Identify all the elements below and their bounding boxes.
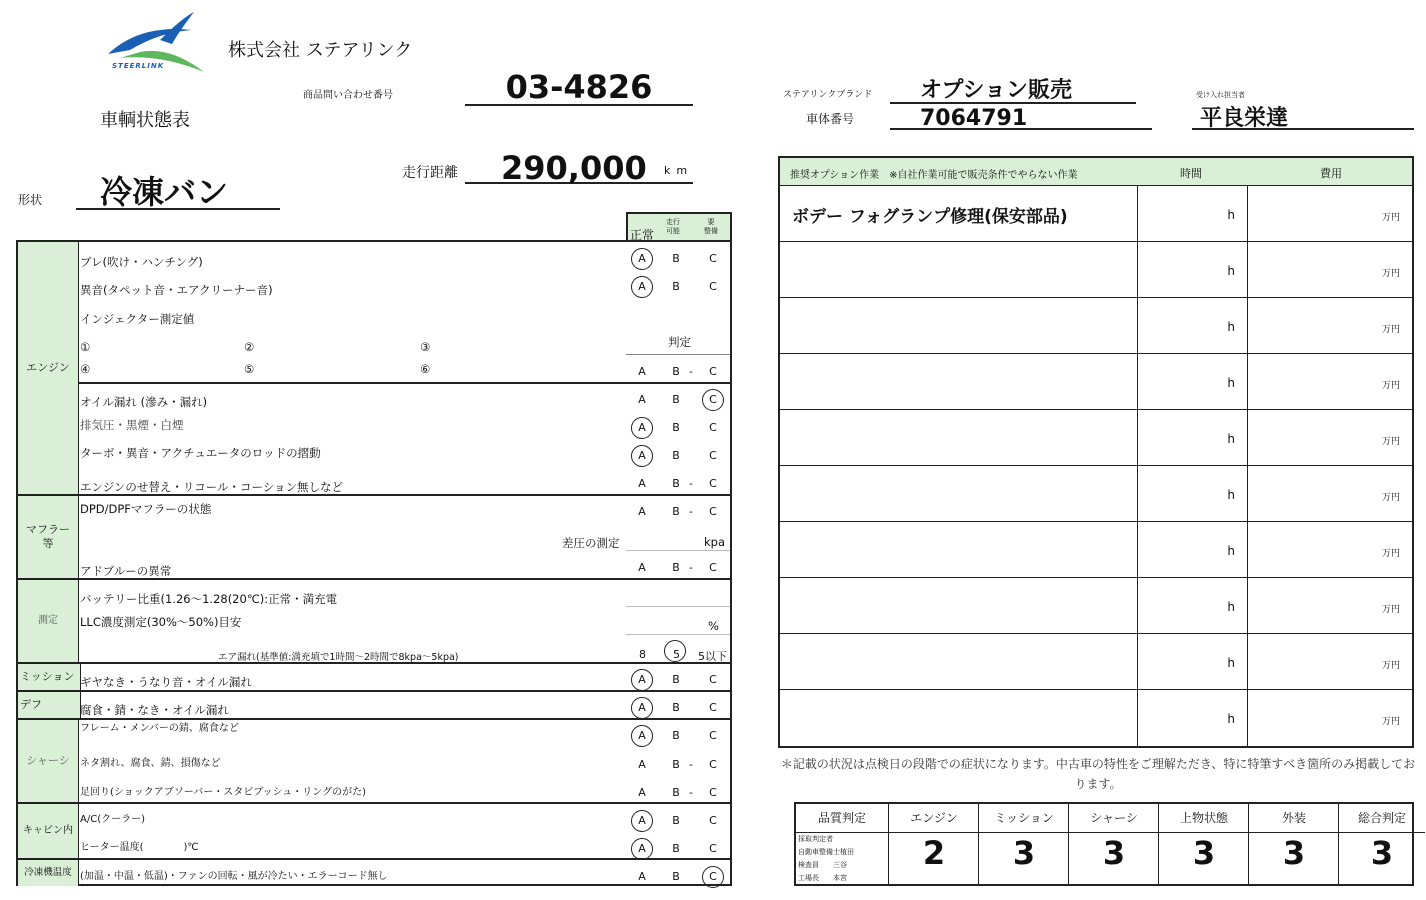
air-leak-8: 8 xyxy=(639,648,646,661)
cost-unit: 万円 xyxy=(1381,381,1400,391)
separator xyxy=(18,802,730,804)
grade-b[interactable]: B xyxy=(672,673,680,686)
option-row xyxy=(780,185,1412,242)
quality-staff-3: 検査員 三谷 xyxy=(798,861,847,869)
quality-score: 3 xyxy=(1012,834,1036,872)
injector-2: ② xyxy=(244,340,255,354)
options-header-cost: 費用 xyxy=(1320,167,1342,180)
item-freezer: (加温・中温・低温)・ファンの回転・風が冷たい・エラーコード無し xyxy=(80,871,388,882)
grade-c[interactable]: C xyxy=(709,870,717,883)
grade-c[interactable]: C xyxy=(709,421,717,434)
mileage-unit: km xyxy=(664,164,694,177)
grade-c[interactable]: C xyxy=(709,477,717,490)
cost-unit: 万円 xyxy=(1381,717,1400,727)
options-header-title: 推奨オプション作業 ※自社作業可能で販売条件でやらない作業 xyxy=(790,170,1078,181)
item-ac: A/C(クーラー) xyxy=(80,814,145,825)
item-turbo: ターボ・異音・アクチュエータのロッドの摺動 xyxy=(80,446,321,460)
grade-c[interactable]: C xyxy=(709,729,717,742)
category-measure: 測定 xyxy=(18,580,79,662)
grade-selected-circle xyxy=(702,866,724,888)
options-table xyxy=(778,156,1414,748)
grade-selected-circle xyxy=(631,445,653,467)
quality-column-name: シャーシ xyxy=(1069,804,1159,833)
grade-dash: - xyxy=(689,758,693,771)
cost-unit: 万円 xyxy=(1381,493,1400,503)
grade-c[interactable]: C xyxy=(709,505,717,518)
item-blur: ブレ(吹け・ハンチング) xyxy=(80,255,203,269)
grade-b[interactable]: B xyxy=(672,870,680,883)
option-time-cell[interactable] xyxy=(1138,410,1248,466)
grade-b[interactable]: B xyxy=(672,701,680,714)
option-time-cell[interactable] xyxy=(1138,298,1248,354)
grade-a[interactable]: A xyxy=(638,505,646,518)
grade-c[interactable]: C xyxy=(709,842,717,855)
option-work-text: ボデー フォグランプ修理(保安部品) xyxy=(792,207,1068,227)
disclaimer-note: ＊記載の状況は点検日の段階での症状になります。中古車の特性をご理解ただき、特に特筆すべき箇所のみ掲載しております。 xyxy=(780,757,1416,791)
option-work-cell[interactable] xyxy=(780,522,1138,578)
grade-a[interactable]: A xyxy=(638,561,646,574)
grade-b[interactable]: B xyxy=(672,280,680,293)
grade-b[interactable]: B xyxy=(672,393,680,406)
air-leak-5-less: 5以下 xyxy=(698,650,727,663)
grade-selected-circle xyxy=(631,810,653,832)
grade-c[interactable]: C xyxy=(709,758,717,771)
option-work-cell[interactable] xyxy=(780,634,1138,690)
option-work-cell[interactable] xyxy=(780,466,1138,522)
grade-selected-circle xyxy=(631,669,653,691)
item-injector: インジェクター測定値 xyxy=(80,312,195,326)
option-row xyxy=(780,297,1412,354)
options-header xyxy=(780,158,1412,186)
air-leak-5: 5 xyxy=(673,648,680,661)
cost-unit: 万円 xyxy=(1381,325,1400,335)
cost-unit: 万円 xyxy=(1381,661,1400,671)
doc-title: 車輌状態表 xyxy=(100,110,190,131)
logo-text: STEERLINK xyxy=(112,62,165,70)
grade-a[interactable]: A xyxy=(638,729,646,742)
separator xyxy=(626,606,730,607)
diff-pressure-unit: kpa xyxy=(704,535,726,549)
grade-selected-circle xyxy=(631,276,653,298)
item-noise: 異音(タペット音・エアクリーナー音) xyxy=(80,283,273,297)
quality-column-name: 外装 xyxy=(1249,804,1339,833)
grade-selected-circle xyxy=(631,248,653,270)
option-time-cell[interactable] xyxy=(1138,690,1248,746)
option-row xyxy=(780,689,1412,746)
grade-b[interactable]: B xyxy=(672,842,680,855)
item-suspension: 足回り(ショックアブソーバー・スタビブッシュ・リングのがた) xyxy=(80,787,367,798)
separator xyxy=(18,858,730,860)
quality-column xyxy=(978,804,1069,884)
option-time-cell[interactable] xyxy=(1138,354,1248,410)
category-engine: エンジン xyxy=(18,242,79,494)
item-oil-leak: オイル漏れ (滲み・漏れ) xyxy=(80,395,208,409)
grade-header xyxy=(626,212,732,240)
grade-selected-circle xyxy=(631,697,653,719)
quality-column-name: 総合判定 xyxy=(1339,804,1425,833)
cost-unit: 万円 xyxy=(1381,269,1400,279)
option-row xyxy=(780,577,1412,634)
grade-header-need: 要 整備 xyxy=(704,218,718,235)
quality-column-name: エンジン xyxy=(889,804,979,833)
grade-c[interactable]: C xyxy=(709,673,717,686)
separator xyxy=(18,690,730,692)
cost-unit: 万円 xyxy=(1381,437,1400,447)
quality-column xyxy=(1248,804,1339,884)
category-chassis: シャーシ xyxy=(18,720,79,802)
grade-a[interactable]: A xyxy=(638,701,646,714)
grade-selected-circle xyxy=(702,389,724,411)
option-work-cell[interactable] xyxy=(780,354,1138,410)
grade-c[interactable]: C xyxy=(709,561,717,574)
hour-unit: h xyxy=(1227,544,1235,558)
air-leak-selected-circle xyxy=(664,640,686,662)
grade-dash: - xyxy=(689,477,693,490)
hour-unit: h xyxy=(1227,712,1235,726)
receiver-label: 受け入れ担当者 xyxy=(1196,91,1245,99)
item-mission: ギヤなき・うなり音・オイル漏れ xyxy=(80,675,252,689)
item-dpf: DPD/DPFマフラーの状態 xyxy=(80,502,212,516)
hour-unit: h xyxy=(1227,432,1235,446)
grade-a[interactable]: A xyxy=(638,365,646,378)
quality-column-name: 上物状態 xyxy=(1159,804,1249,833)
receiver-name: 平良栄達 xyxy=(1192,104,1414,130)
option-time-cell[interactable] xyxy=(1138,466,1248,522)
item-diff: 腐食・錆・なき・オイル漏れ xyxy=(80,703,229,717)
grade-header-drivable: 走行 可能 xyxy=(666,218,680,235)
option-work-cell[interactable] xyxy=(780,578,1138,634)
quality-column-name: ミッション xyxy=(979,804,1069,833)
item-heater: ヒーター温度( )℃ xyxy=(80,842,199,853)
quality-score: 3 xyxy=(1102,834,1126,872)
grade-c[interactable]: C xyxy=(709,252,717,265)
option-work-cell[interactable] xyxy=(780,242,1138,298)
option-time-cell[interactable] xyxy=(1138,186,1248,242)
option-work-cell[interactable] xyxy=(780,410,1138,466)
item-diff-pressure: 差圧の測定 xyxy=(562,536,620,550)
grade-c[interactable]: C xyxy=(709,814,717,827)
separator xyxy=(78,382,730,384)
grade-a[interactable]: A xyxy=(638,252,646,265)
grade-c[interactable]: C xyxy=(709,365,717,378)
quality-score: 3 xyxy=(1192,834,1216,872)
separator xyxy=(626,550,730,551)
option-row xyxy=(780,633,1412,690)
grade-dash: - xyxy=(689,786,693,799)
grade-a[interactable]: A xyxy=(638,673,646,686)
grade-c[interactable]: C xyxy=(709,449,717,462)
cost-unit: 万円 xyxy=(1381,213,1400,223)
grade-a[interactable]: A xyxy=(638,280,646,293)
injector-3: ③ xyxy=(420,340,431,354)
category-muffler: マフラー 等 xyxy=(18,496,79,578)
grade-header-normal: 正常 xyxy=(630,228,655,242)
inquiry-label: 商品問い合わせ番号 xyxy=(303,90,393,101)
hour-unit: h xyxy=(1227,376,1235,390)
option-work-cell[interactable] xyxy=(780,186,1138,242)
item-battery: バッテリー比重(1.26～1.28(20℃):正常・満充電 xyxy=(80,592,338,606)
grade-dash: - xyxy=(689,505,693,518)
option-time-cell[interactable] xyxy=(1138,522,1248,578)
quality-label-cell xyxy=(796,804,888,884)
company-name: 株式会社 ステアリンク xyxy=(228,40,413,61)
brand-label: ステアリンクブランド xyxy=(783,90,873,100)
quality-label: 品質判定 xyxy=(796,804,888,833)
grade-c[interactable]: C xyxy=(709,786,717,799)
grade-c[interactable]: C xyxy=(709,701,717,714)
grade-b[interactable]: B xyxy=(672,477,680,490)
quality-score: 3 xyxy=(1370,834,1394,872)
injector-4: ④ xyxy=(80,362,91,376)
cost-unit: 万円 xyxy=(1381,549,1400,559)
grade-dash: - xyxy=(689,365,693,378)
chassis-label: 車体番号 xyxy=(806,112,855,126)
cost-unit: 万円 xyxy=(1381,605,1400,615)
grade-a[interactable]: A xyxy=(638,814,646,827)
quality-column xyxy=(888,804,979,884)
quality-column xyxy=(1338,804,1425,884)
hour-unit: h xyxy=(1227,656,1235,670)
option-row xyxy=(780,409,1412,466)
quality-staff-2: 自動車整備士植田 xyxy=(798,848,854,856)
category-cabin: キャビン内 xyxy=(18,804,79,858)
shape-label: 形状 xyxy=(18,193,43,207)
injector-6: ⑥ xyxy=(420,362,431,376)
grade-a[interactable]: A xyxy=(638,421,646,434)
grade-b[interactable]: B xyxy=(672,786,680,799)
quality-score: 3 xyxy=(1282,834,1306,872)
quality-table xyxy=(794,802,1414,886)
option-row xyxy=(780,241,1412,298)
grade-a[interactable]: A xyxy=(638,758,646,771)
quality-score: 2 xyxy=(922,834,946,872)
grade-b[interactable]: B xyxy=(672,421,680,434)
option-time-cell[interactable] xyxy=(1138,578,1248,634)
grade-dash: - xyxy=(689,561,693,574)
grade-a[interactable]: A xyxy=(638,786,646,799)
item-engine-swap: エンジンのせ替え・リコール・コーション無しなど xyxy=(80,480,344,494)
option-work-cell[interactable] xyxy=(780,690,1138,746)
grade-b[interactable]: B xyxy=(672,365,680,378)
grade-a[interactable]: A xyxy=(638,870,646,883)
grade-c[interactable]: C xyxy=(709,393,717,406)
hour-unit: h xyxy=(1227,320,1235,334)
option-row xyxy=(780,521,1412,578)
quality-staff-1: 採取判定者 xyxy=(798,835,833,843)
option-time-cell[interactable] xyxy=(1138,634,1248,690)
quality-staff-4: 工場長 本宮 xyxy=(798,874,847,882)
injector-1: ① xyxy=(80,340,91,354)
option-time-cell[interactable] xyxy=(1138,242,1248,298)
grade-b[interactable]: B xyxy=(672,449,680,462)
mileage-value: 290,000 xyxy=(465,148,693,184)
item-air-leak: エア漏れ(基準値:満充填で1時間～2時間で8kpa～5kpa) xyxy=(218,652,459,663)
hour-unit: h xyxy=(1227,264,1235,278)
item-frame: フレーム・メンバーの錆、腐食など xyxy=(80,723,239,734)
grade-selected-circle xyxy=(631,417,653,439)
grade-b[interactable]: B xyxy=(672,505,680,518)
hour-unit: h xyxy=(1227,488,1235,502)
hour-unit: h xyxy=(1227,600,1235,614)
grade-c[interactable]: C xyxy=(709,280,717,293)
option-row xyxy=(780,353,1412,410)
mileage-label: 走行距離 xyxy=(402,165,458,181)
category-freezer: 冷凍機温度 xyxy=(18,860,79,886)
grade-a[interactable]: A xyxy=(638,477,646,490)
item-llc: LLC濃度測定(30%～50%)目安 xyxy=(80,615,242,629)
grade-selected-circle xyxy=(631,725,653,747)
option-row xyxy=(780,465,1412,522)
llc-unit: % xyxy=(708,619,719,633)
quality-column xyxy=(1158,804,1249,884)
grade-a[interactable]: A xyxy=(638,449,646,462)
options-header-time: 時間 xyxy=(1180,167,1202,180)
inspection-table xyxy=(16,240,732,886)
item-exhaust: 排気圧・黒煙・白煙 xyxy=(80,418,184,432)
inquiry-number: 03-4826 xyxy=(465,66,693,106)
separator xyxy=(626,354,730,355)
item-screw: ネタ割れ、腐食、錆、損傷など xyxy=(80,758,221,769)
separator xyxy=(626,634,730,635)
grade-b[interactable]: B xyxy=(672,814,680,827)
option-work-cell[interactable] xyxy=(780,298,1138,354)
brand-value: オプション販売 xyxy=(890,76,1136,104)
injector-5: ⑤ xyxy=(244,362,255,376)
item-adblue: アドブルーの異常 xyxy=(80,564,172,578)
injector-judge-label: 判定 xyxy=(668,335,691,349)
quality-column xyxy=(1068,804,1159,884)
category-diff: デフ xyxy=(18,692,81,718)
shape-value: 冷凍バン xyxy=(76,170,280,210)
hour-unit: h xyxy=(1227,208,1235,222)
chassis-number: 7064791 xyxy=(890,104,1152,130)
grade-b[interactable]: B xyxy=(672,758,680,771)
grade-a[interactable]: A xyxy=(638,393,646,406)
grade-b[interactable]: B xyxy=(672,729,680,742)
grade-b[interactable]: B xyxy=(672,252,680,265)
grade-b[interactable]: B xyxy=(672,561,680,574)
category-mission: ミッション xyxy=(18,664,81,690)
grade-a[interactable]: A xyxy=(638,842,646,855)
grade-selected-circle xyxy=(631,838,653,860)
